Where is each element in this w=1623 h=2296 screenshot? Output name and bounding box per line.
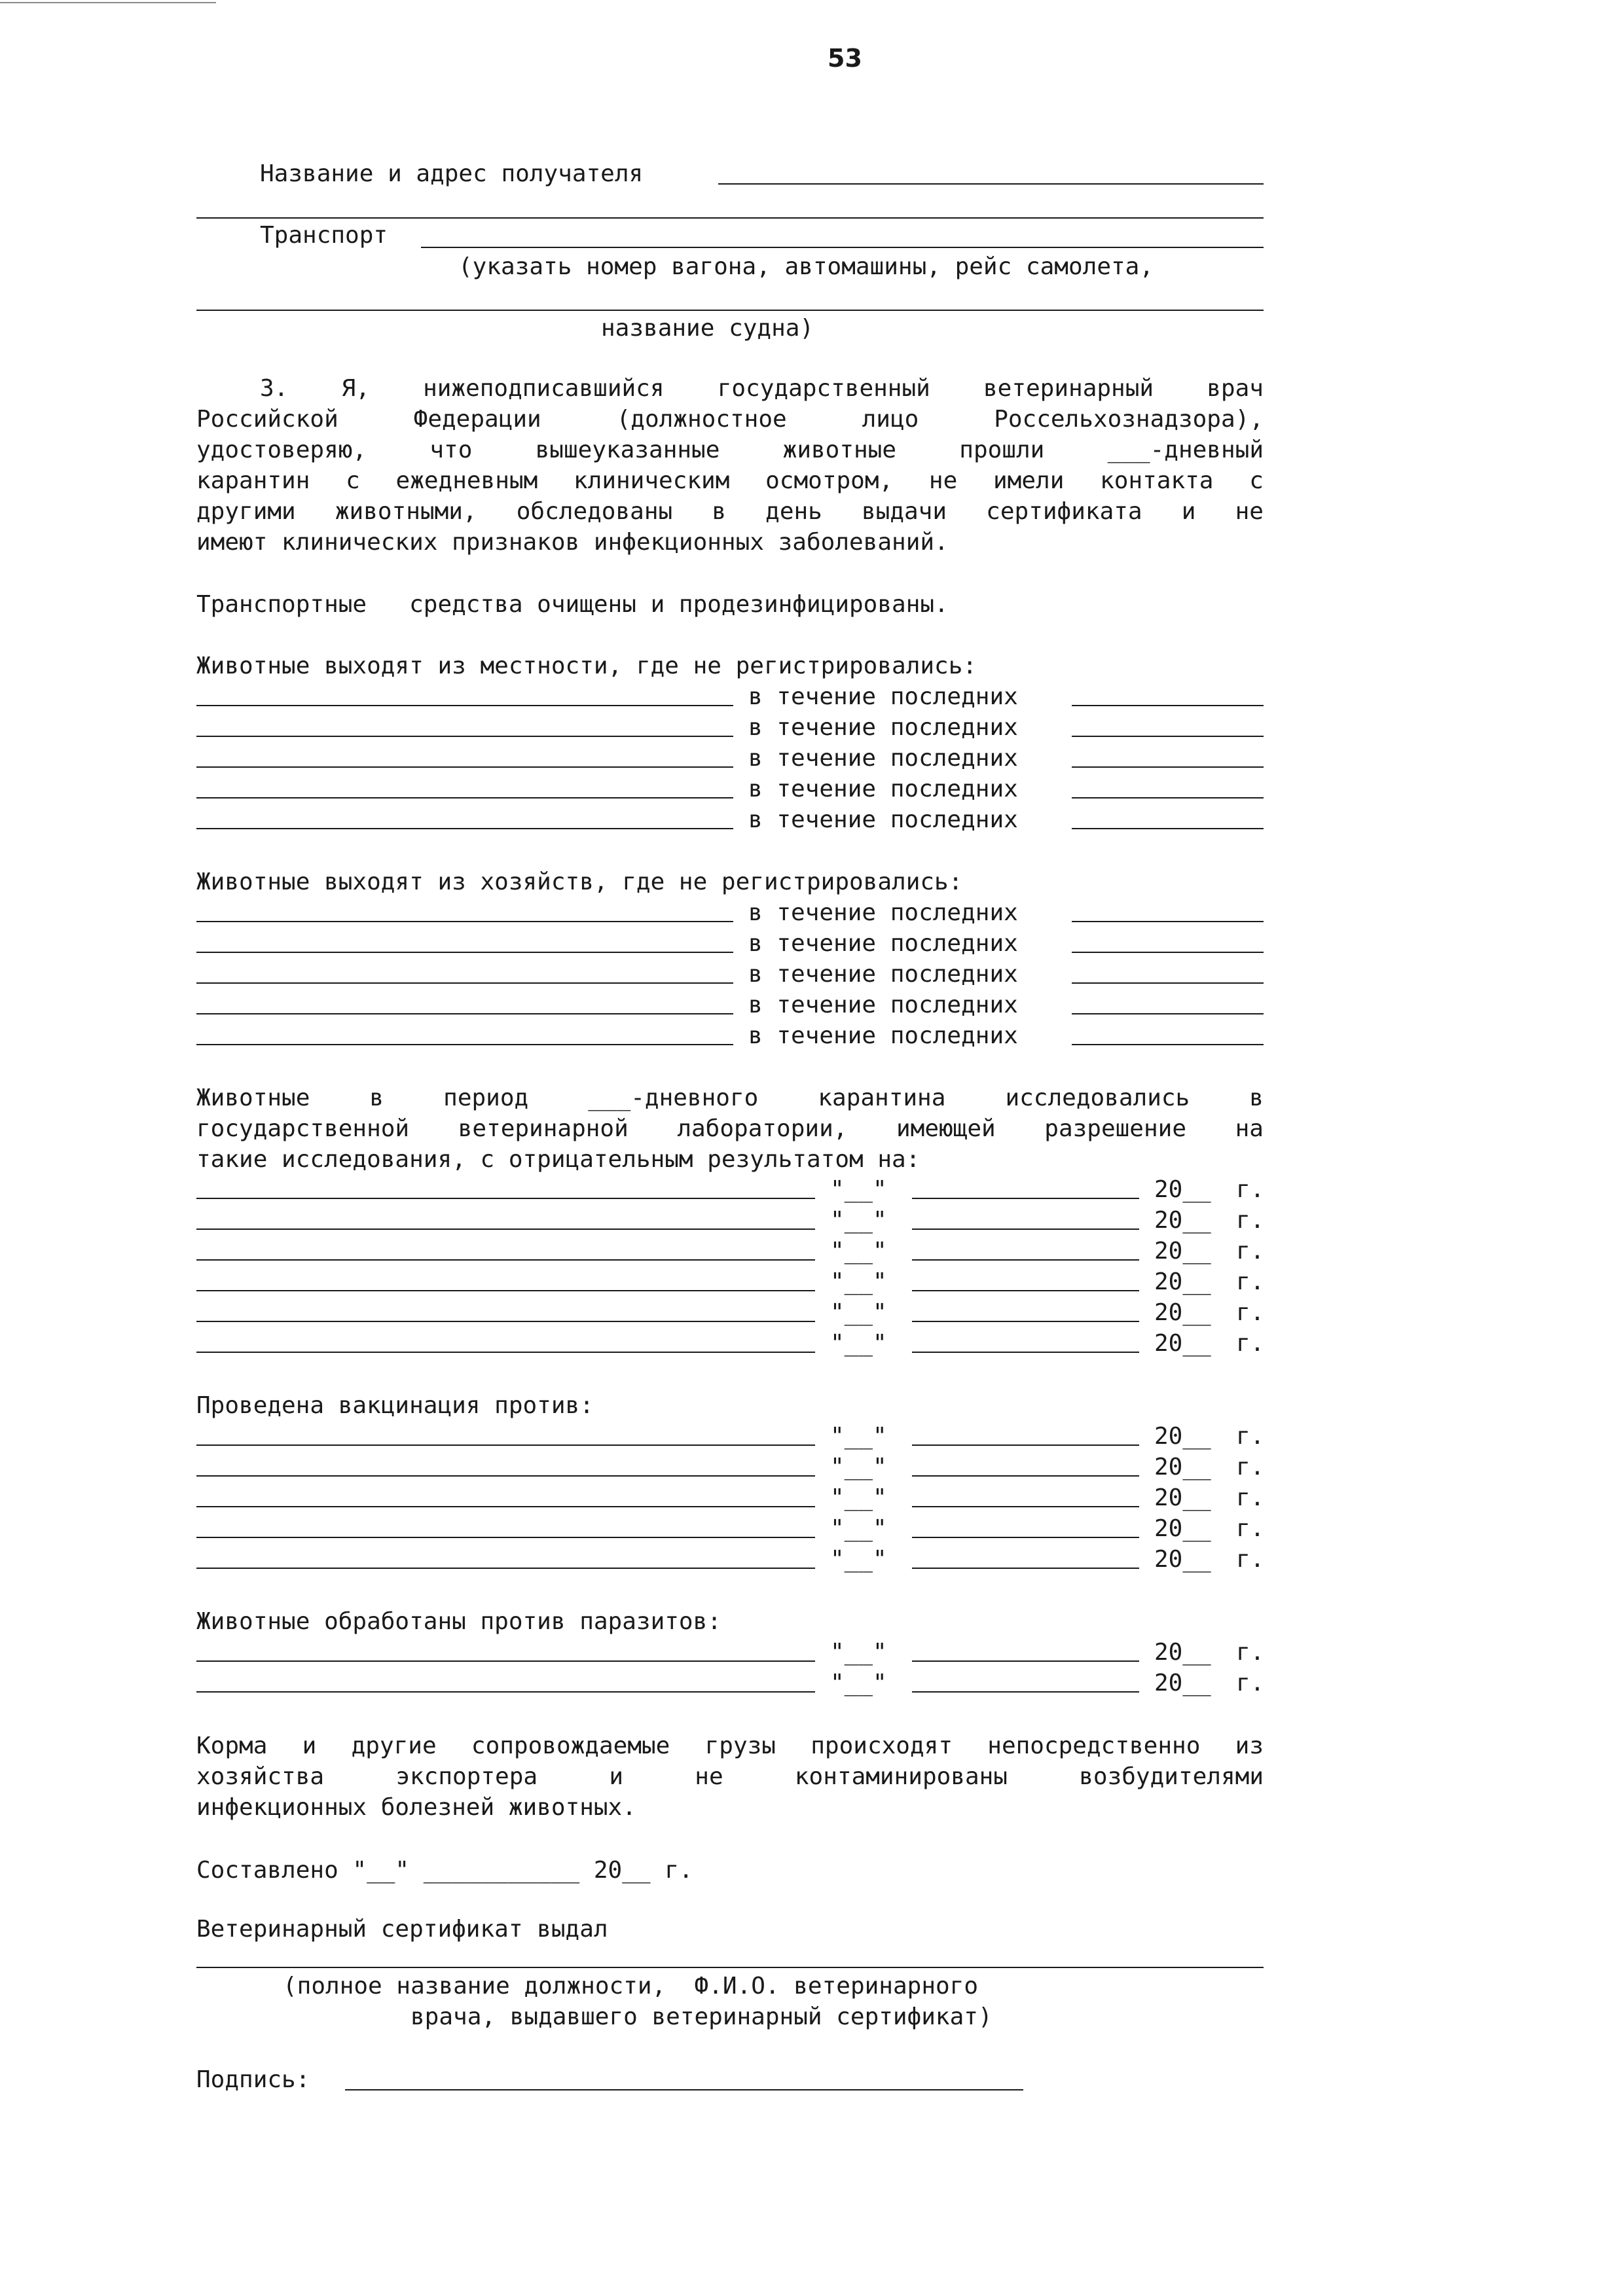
month-field[interactable]: [912, 1229, 1139, 1230]
month-field[interactable]: [912, 1352, 1139, 1353]
period-field[interactable]: [1072, 736, 1264, 737]
quarantine-line2: государственной ветеринарной лаборатории, имеющей разрешение на: [196, 1115, 1264, 1142]
page-number: 53: [828, 44, 862, 73]
vaccine-name-field[interactable]: [196, 1506, 815, 1507]
para3-line2: Российской Федерации (должностное лицо Россельхознадзора),: [196, 406, 1264, 433]
quarantine-line1: Животные в период ___-дневного карантина исследовались в: [196, 1085, 1264, 1111]
within-last-label: в течение последних: [748, 992, 1018, 1018]
day-field[interactable]: "__": [830, 1515, 887, 1542]
vaccine-name-field[interactable]: [196, 1537, 815, 1538]
month-field[interactable]: [912, 1444, 1139, 1446]
para3-line6: имеют клинических признаков инфекционных заболеваний.: [196, 529, 949, 556]
year-suffix: г.: [1236, 1423, 1265, 1450]
transport-field[interactable]: [421, 247, 1264, 248]
disease-field[interactable]: [196, 1044, 733, 1045]
disease-field[interactable]: [196, 828, 733, 829]
within-last-label: в течение последних: [748, 899, 1018, 926]
year-suffix: г.: [1236, 1454, 1265, 1480]
signature-label: Подпись:: [196, 2066, 310, 2093]
transport-hint-1: (указать номер вагона, автомашины, рейс самолета,: [458, 253, 1154, 280]
year-suffix: г.: [1236, 1207, 1265, 1234]
year-field[interactable]: 20__: [1154, 1299, 1211, 1326]
transport-label: Транспорт: [260, 222, 388, 249]
day-field[interactable]: "__": [830, 1299, 887, 1326]
day-field[interactable]: "__": [830, 1670, 887, 1696]
day-field[interactable]: "__": [830, 1423, 887, 1450]
period-field[interactable]: [1072, 828, 1264, 829]
vaccine-name-field[interactable]: [196, 1444, 815, 1446]
quarantine-line3: такие исследования, с отрицательным результатом на:: [196, 1146, 921, 1173]
within-last-label: в течение последних: [748, 1022, 1018, 1049]
feed-line2: хозяйства экспортера и не контаминированы возбудителями: [196, 1763, 1264, 1790]
year-field[interactable]: 20__: [1154, 1515, 1211, 1542]
month-field[interactable]: [912, 1568, 1139, 1569]
month-field[interactable]: [912, 1290, 1139, 1291]
year-suffix: г.: [1236, 1515, 1265, 1542]
official-hint-1: (полное название должности, Ф.И.О. ветеринарного: [283, 1973, 979, 2000]
test-name-field[interactable]: [196, 1259, 815, 1261]
period-field[interactable]: [1072, 982, 1264, 984]
year-suffix: г.: [1236, 1639, 1265, 1666]
disease-field[interactable]: [196, 705, 733, 706]
locality-heading: Животные выходят из местности, где не регистрировались:: [196, 653, 977, 679]
period-field[interactable]: [1072, 797, 1264, 798]
month-field[interactable]: [912, 1259, 1139, 1261]
period-field[interactable]: [1072, 705, 1264, 706]
vaccination-heading: Проведена вакцинация против:: [196, 1392, 594, 1419]
year-suffix: г.: [1236, 1299, 1265, 1326]
year-field[interactable]: 20__: [1154, 1546, 1211, 1573]
day-field[interactable]: "__": [830, 1639, 887, 1666]
year-suffix: г.: [1236, 1176, 1265, 1203]
disease-field[interactable]: [196, 921, 733, 922]
month-field[interactable]: [912, 1321, 1139, 1322]
disease-field[interactable]: [196, 797, 733, 798]
official-hint-2: врача, выдавшего ветеринарный сертификат): [410, 2003, 993, 2030]
within-last-label: в течение последних: [748, 930, 1018, 957]
month-field[interactable]: [912, 1475, 1139, 1477]
within-last-label: в течение последних: [748, 745, 1018, 772]
parasites-heading: Животные обработаны против паразитов:: [196, 1608, 721, 1635]
day-field[interactable]: "__": [830, 1454, 887, 1480]
year-field[interactable]: 20__: [1154, 1454, 1211, 1480]
within-last-label: в течение последних: [748, 806, 1018, 833]
period-field[interactable]: [1072, 1013, 1264, 1014]
year-suffix: г.: [1236, 1484, 1265, 1511]
year-field[interactable]: 20__: [1154, 1176, 1211, 1203]
test-name-field[interactable]: [196, 1352, 815, 1353]
year-field[interactable]: 20__: [1154, 1268, 1211, 1295]
year-field[interactable]: 20__: [1154, 1238, 1211, 1265]
test-name-field[interactable]: [196, 1229, 815, 1230]
day-field[interactable]: "__": [830, 1207, 887, 1234]
day-field[interactable]: "__": [830, 1330, 887, 1357]
para3-line1: 3. Я, нижеподписавшийся государственный ветеринарный врач: [260, 375, 1264, 402]
para3-line5: другими животными, обследованы в день выдачи сертификата и не: [196, 498, 1264, 525]
period-field[interactable]: [1072, 921, 1264, 922]
farms-heading: Животные выходят из хозяйств, где не регистрировались:: [196, 869, 963, 895]
recipient-label: Название и адрес получателя: [260, 160, 644, 187]
transport-cleaned: Транспортные средства очищены и продезинфицированы.: [196, 591, 949, 618]
month-field[interactable]: [912, 1506, 1139, 1507]
year-field[interactable]: 20__: [1154, 1484, 1211, 1511]
year-suffix: г.: [1236, 1670, 1265, 1696]
month-field[interactable]: [912, 1198, 1139, 1199]
composed-date[interactable]: Составлено "__" ___________ 20__ г.: [196, 1857, 693, 1884]
test-name-field[interactable]: [196, 1321, 815, 1322]
recipient-field-line2[interactable]: [196, 217, 1264, 219]
disease-field[interactable]: [196, 952, 733, 953]
year-field[interactable]: 20__: [1154, 1330, 1211, 1357]
period-field[interactable]: [1072, 952, 1264, 953]
within-last-label: в течение последних: [748, 776, 1018, 802]
disease-field[interactable]: [196, 736, 733, 737]
recipient-field[interactable]: [718, 183, 1264, 185]
day-field[interactable]: "__": [830, 1238, 887, 1265]
official-field[interactable]: [196, 1967, 1264, 1968]
within-last-label: в течение последних: [748, 683, 1018, 710]
signature-field[interactable]: [345, 2089, 1023, 2090]
para3-line4: карантин с ежедневным клиническим осмотром, не имели контакта с: [196, 467, 1264, 494]
scan-edge-line: [0, 2, 216, 3]
year-suffix: г.: [1236, 1268, 1265, 1295]
year-suffix: г.: [1236, 1238, 1265, 1265]
day-field[interactable]: "__": [830, 1176, 887, 1203]
disease-field[interactable]: [196, 766, 733, 768]
test-name-field[interactable]: [196, 1290, 815, 1291]
period-field[interactable]: [1072, 766, 1264, 768]
period-field[interactable]: [1072, 1044, 1264, 1045]
within-last-label: в течение последних: [748, 714, 1018, 741]
month-field[interactable]: [912, 1537, 1139, 1538]
disease-field[interactable]: [196, 1013, 733, 1014]
year-field[interactable]: 20__: [1154, 1207, 1211, 1234]
day-field[interactable]: "__": [830, 1484, 887, 1511]
treatment-name-field[interactable]: [196, 1691, 815, 1693]
issued-by-label: Ветеринарный сертификат выдал: [196, 1916, 608, 1943]
vaccine-name-field[interactable]: [196, 1568, 815, 1569]
feed-line3: инфекционных болезней животных.: [196, 1794, 636, 1821]
year-suffix: г.: [1236, 1330, 1265, 1357]
disease-field[interactable]: [196, 982, 733, 984]
day-field[interactable]: "__": [830, 1268, 887, 1295]
feed-line1: Корма и другие сопровождаемые грузы происходят непосредственно из: [196, 1732, 1264, 1759]
transport-field-line2[interactable]: [196, 310, 1264, 311]
year-field[interactable]: 20__: [1154, 1423, 1211, 1450]
day-field[interactable]: "__": [830, 1546, 887, 1573]
vaccine-name-field[interactable]: [196, 1475, 815, 1477]
year-field[interactable]: 20__: [1154, 1670, 1211, 1696]
treatment-name-field[interactable]: [196, 1660, 815, 1662]
transport-hint-2: название судна): [601, 315, 814, 342]
year-field[interactable]: 20__: [1154, 1639, 1211, 1666]
month-field[interactable]: [912, 1660, 1139, 1662]
month-field[interactable]: [912, 1691, 1139, 1693]
within-last-label: в течение последних: [748, 961, 1018, 988]
para3-line3: удостоверяю, что вышеуказанные животные прошли ___-дневный: [196, 437, 1264, 463]
year-suffix: г.: [1236, 1546, 1265, 1573]
test-name-field[interactable]: [196, 1198, 815, 1199]
